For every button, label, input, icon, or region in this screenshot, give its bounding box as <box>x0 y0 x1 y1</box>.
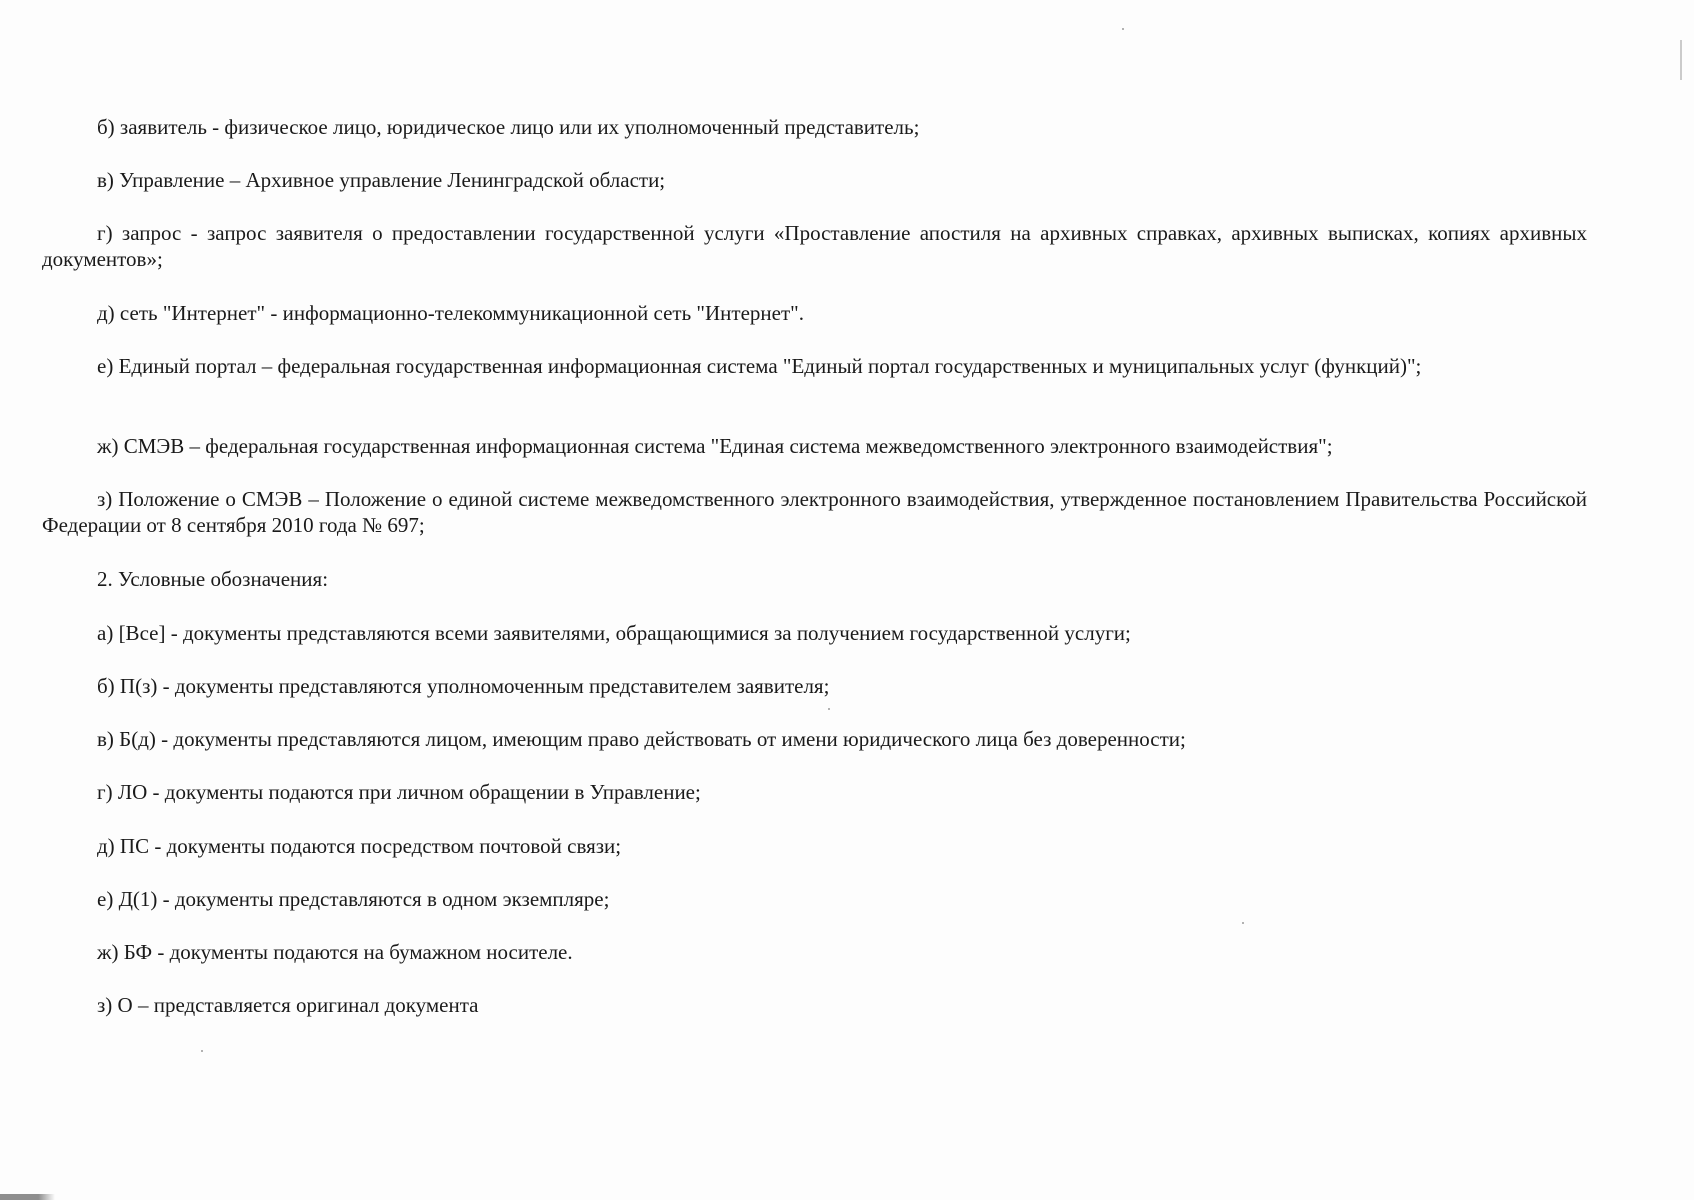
paragraph-notation-no-proxy: в) Б(д) - документы представляются лицом, имеющим право действовать от имени юридического лица без доверенности; <box>97 727 1186 751</box>
scan-edge-mark <box>0 1194 55 1200</box>
paragraph-def-internet: д) сеть "Интернет" - информационно-телекоммуникационной сеть "Интернет". <box>97 301 804 325</box>
paragraph-def-smev: ж) СМЭВ – федеральная государственная информационная система "Единая система межведомственного электронного взаимодействия"; <box>97 434 1333 458</box>
paragraph-notation-original: з) О – представляется оригинал документа <box>97 993 479 1017</box>
paragraph-def-smev-regulation: з) Положение о СМЭВ – Положение о единой системе межведомственного электронного взаимодействия, утвержденное постановлением Правительства Российской Федерации от 8 сентября 2010 года № 697; <box>42 487 1587 537</box>
scan-edge-line <box>1680 40 1682 80</box>
paragraph-notation-one-copy: е) Д(1) - документы представляются в одном экземпляре; <box>97 887 610 911</box>
scan-speck <box>1242 922 1244 924</box>
scan-speck <box>828 708 830 710</box>
scan-speck <box>201 1050 203 1052</box>
section-heading-notations: 2. Условные обозначения: <box>97 567 329 591</box>
paragraph-notation-personal: г) ЛО - документы подаются при личном обращении в Управление; <box>97 780 701 804</box>
paragraph-def-administration: в) Управление – Архивное управление Ленинградской области; <box>97 168 666 192</box>
paragraph-notation-representative: б) П(з) - документы представляются уполномоченным представителем заявителя; <box>97 674 830 698</box>
paragraph-def-request: г) запрос - запрос заявителя о предоставлении государственной услуги «Проставление апостиля на архивных справках, архивных выписках, копиях архивных документов»; <box>42 221 1587 271</box>
paragraph-notation-paper: ж) БФ - документы подаются на бумажном носителе. <box>97 940 573 964</box>
scan-speck <box>1122 28 1124 30</box>
paragraph-def-unified-portal: е) Единый портал – федеральная государственная информационная система "Единый портал государственных и муниципальных услуг (функций)"; <box>97 354 1422 378</box>
paragraph-def-applicant: б) заявитель - физическое лицо, юридическое лицо или их уполномоченный представитель; <box>97 115 920 139</box>
paragraph-notation-post: д) ПС - документы подаются посредством почтовой связи; <box>97 834 622 858</box>
paragraph-notation-all: а) [Все] - документы представляются всеми заявителями, обращающимися за получением государственной услуги; <box>97 621 1131 645</box>
